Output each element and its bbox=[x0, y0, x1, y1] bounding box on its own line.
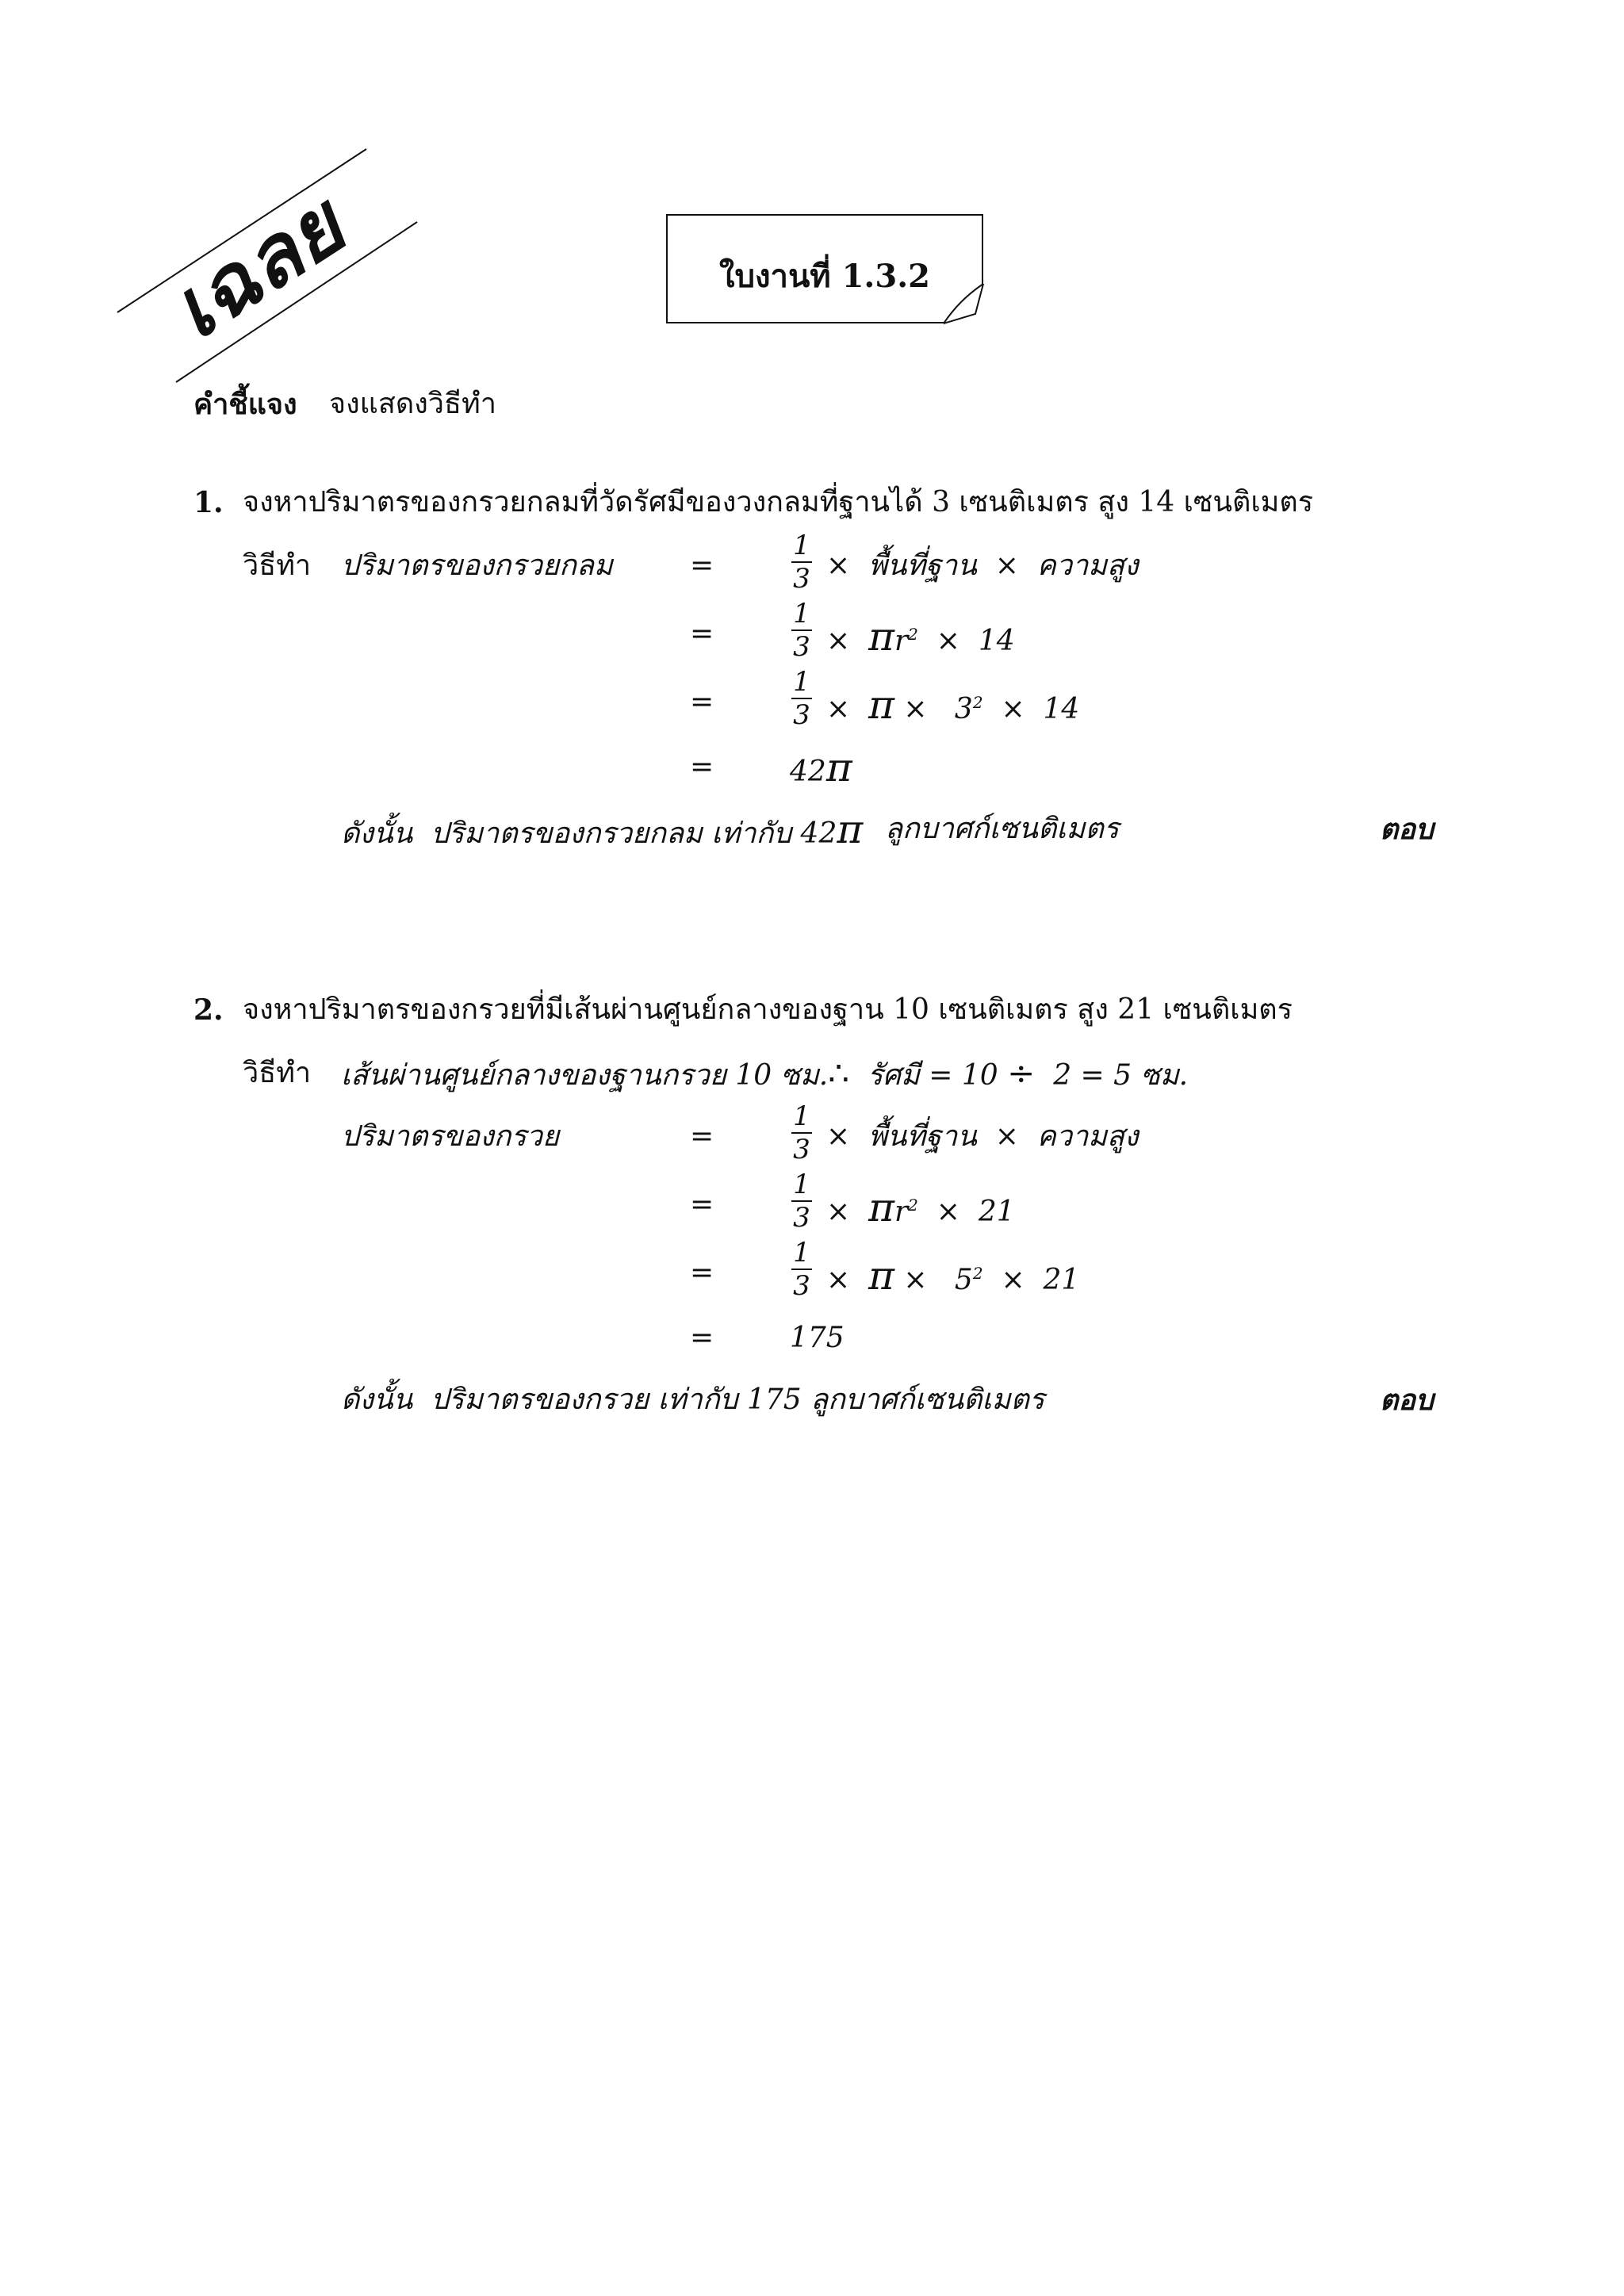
p1-eq-1: = bbox=[690, 549, 714, 582]
problem-1-method-label: วิธีทำ bbox=[243, 549, 312, 582]
p2-fraction-1: 1 3 bbox=[791, 1102, 812, 1164]
folded-corner bbox=[944, 284, 985, 325]
p1-conclusion-unit: ลูกบาศก์เซนติเมตร bbox=[885, 813, 1120, 845]
p1-step1-expr: × พื้นที่ฐาน × ความสูง bbox=[826, 549, 1139, 582]
p1-step2-expr: × $\pi r^2 \times 14$ bbox=[826, 614, 1015, 660]
p2-fraction-3: 1 3 bbox=[791, 1238, 812, 1300]
instruction-label: คำชี้แจง bbox=[193, 388, 297, 421]
p2-eq-1: = bbox=[690, 1120, 714, 1153]
worksheet-title: ใบงานที่ 1.3.2 bbox=[719, 258, 930, 295]
problem-1-number: 1. bbox=[193, 486, 224, 519]
answer-stamp bbox=[111, 143, 428, 396]
p1-answer-label: ตอบ bbox=[1380, 813, 1434, 846]
problem-1-lhs: ปริมาตรของกรวยกลม bbox=[341, 549, 613, 582]
p2-fraction-2: 1 3 bbox=[791, 1170, 812, 1232]
p1-fraction-3: 1 3 bbox=[791, 668, 812, 729]
p1-step3-expr: × π × $3^2 \times 14$ bbox=[826, 682, 1080, 728]
problem-2-question: จงหาปริมาตรของกรวยที่มีเส้นผ่านศูนย์กลางของฐาน 10 เซนติเมตร สูง 21 เซนติเมตร bbox=[243, 993, 1293, 1026]
p1-eq-3: = bbox=[690, 686, 714, 718]
problem-2-intro: เส้นผ่านศูนย์กลางของฐานกรวย 10 ซม.∴ รัศมี = 10 ÷ 2 = 5 ซม. bbox=[341, 1054, 1189, 1093]
problem-2-lhs: ปริมาตรของกรวย bbox=[341, 1120, 560, 1153]
stamp-text: เฉลย bbox=[168, 167, 358, 360]
p2-answer-label: ตอบ bbox=[1380, 1383, 1434, 1417]
problem-2-number: 2. bbox=[193, 993, 224, 1027]
instruction-text: จงแสดงวิธีทำ bbox=[329, 388, 496, 420]
p2-eq-2: = bbox=[690, 1188, 714, 1221]
p2-conclusion: ดังนั้น ปริมาตรของกรวย เท่ากับ 175 ลูกบาศก์เซนติเมตร bbox=[341, 1383, 1045, 1416]
problem-1-question: จงหาปริมาตรของกรวยกลมที่วัดรัศมีของวงกลมที่ฐานได้ 3 เซนติเมตร สูง 14 เซนติเมตร bbox=[243, 486, 1314, 519]
p2-step3-expr: × π × $5^2 \times 21$ bbox=[826, 1253, 1080, 1299]
p2-step2-expr: × $\pi r^2 \times 21$ bbox=[826, 1184, 1015, 1230]
p2-eq-4: = bbox=[690, 1322, 714, 1354]
p1-eq-2: = bbox=[690, 618, 714, 650]
p1-fraction-1: 1 3 bbox=[791, 531, 812, 593]
p2-step4-value: 175 bbox=[790, 1322, 845, 1354]
worksheet-title-box bbox=[666, 214, 983, 323]
p1-fraction-2: 1 3 bbox=[791, 599, 812, 661]
p2-step1-expr: × พื้นที่ฐาน × ความสูง bbox=[826, 1120, 1139, 1153]
p1-step4-expr: 42π bbox=[790, 744, 852, 790]
p1-eq-4: = bbox=[690, 751, 714, 783]
problem-2-method-label: วิธีทำ bbox=[243, 1057, 312, 1089]
p2-eq-3: = bbox=[690, 1257, 714, 1289]
p1-conclusion: ดังนั้น ปริมาตรของกรวยกลม เท่ากับ 42π bbox=[341, 806, 864, 852]
